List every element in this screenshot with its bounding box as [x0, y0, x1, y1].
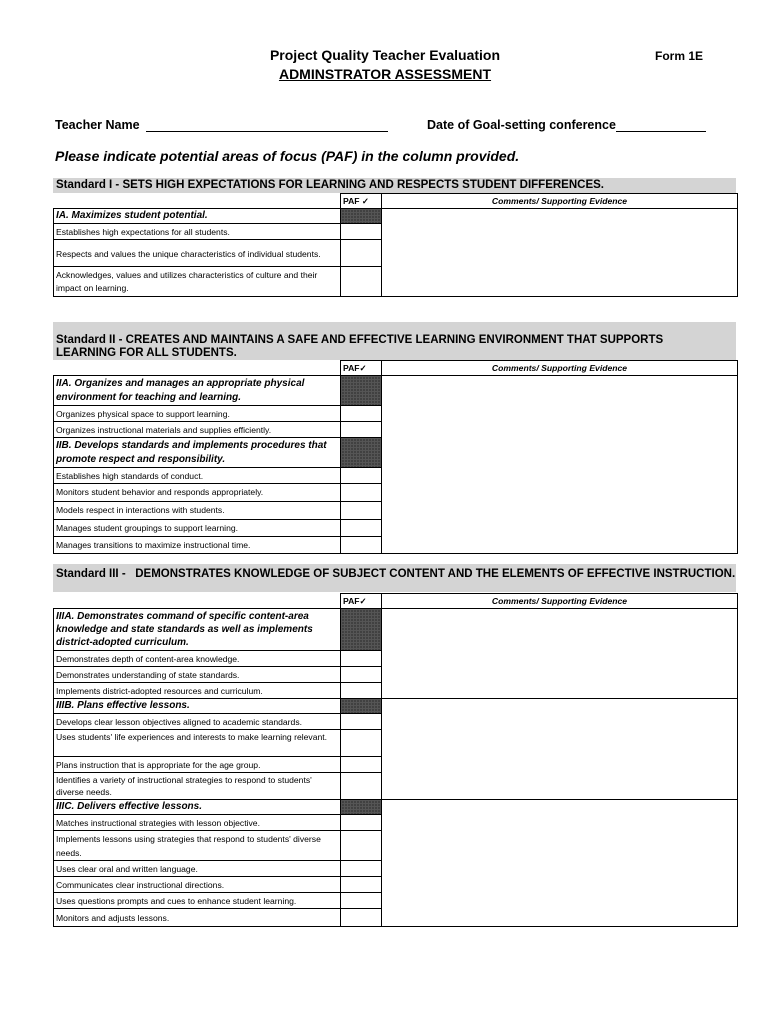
- paf-checkbox[interactable]: [341, 267, 382, 297]
- indicator-row: Models respect in interactions with students.: [54, 502, 341, 520]
- paf-checkbox[interactable]: [341, 484, 382, 502]
- paf-checkbox[interactable]: [341, 893, 382, 909]
- indicator-row: Uses clear oral and written language.: [54, 861, 341, 877]
- paf-cell-shaded: [341, 209, 382, 224]
- paf-checkbox[interactable]: [341, 730, 382, 757]
- date-field[interactable]: [616, 131, 706, 132]
- form-id: Form 1E: [655, 49, 704, 63]
- paf-checkbox[interactable]: [341, 468, 382, 484]
- paf-checkbox[interactable]: [341, 240, 382, 267]
- indicator-row: Uses questions prompts and cues to enhance student learning.: [54, 893, 341, 909]
- paf-checkbox[interactable]: [341, 815, 382, 831]
- indicator-row: Monitors student behavior and responds appropriately.: [54, 484, 341, 502]
- indicator-row: Acknowledges, values and utilizes characteristics of culture and their impact on learning.: [54, 267, 341, 297]
- paf-checkbox[interactable]: [341, 422, 382, 438]
- teacher-name-label: Teacher Name: [55, 118, 140, 132]
- paf-checkbox[interactable]: [341, 861, 382, 877]
- paf-checkbox[interactable]: [341, 537, 382, 554]
- paf-checkbox[interactable]: [341, 502, 382, 520]
- indicator-row: Manages student groupings to support learning.: [54, 520, 341, 537]
- paf-cell-shaded: [341, 699, 382, 714]
- standard-2-title: Standard II - CREATES AND MAINTAINS A SAFE AND EFFECTIVE LEARNING ENVIRONMENT THAT SUPPORTS LEARNING FOR ALL STUDENTS.: [56, 334, 664, 359]
- comments-header: Comments/ Supporting Evidence: [382, 361, 738, 376]
- paf-checkbox[interactable]: [341, 757, 382, 773]
- paf-checkbox[interactable]: [341, 877, 382, 893]
- indicator-row: Demonstrates depth of content-area knowledge.: [54, 651, 341, 667]
- paf-cell-shaded: [341, 438, 382, 468]
- indicator-heading: IIA. Organizes and manages an appropriate physical environment for teaching and learning.: [54, 376, 341, 406]
- teacher-name-field[interactable]: [146, 131, 388, 132]
- indicator-row: Organizes instructional materials and supplies efficiently.: [54, 422, 341, 438]
- paf-header: PAF✓: [341, 361, 382, 376]
- standard-1-title: Standard I - SETS HIGH EXPECTATIONS FOR LEARNING AND RESPECTS STUDENT DIFFERENCES.: [56, 179, 604, 191]
- indicator-row: Monitors and adjusts lessons.: [54, 909, 341, 927]
- indicator-heading: IA. Maximizes student potential.: [54, 209, 341, 224]
- indicator-row: Implements district-adopted resources and curriculum.: [54, 683, 341, 699]
- paf-checkbox[interactable]: [341, 714, 382, 730]
- indicator-heading: IIIB. Plans effective lessons.: [54, 699, 341, 714]
- indicator-row: Establishes high standards of conduct.: [54, 468, 341, 484]
- comments-box[interactable]: [382, 209, 738, 297]
- indicator-row: Establishes high expectations for all students.: [54, 224, 341, 240]
- indicator-heading: IIIC. Delivers effective lessons.: [54, 800, 341, 815]
- indicator-row: Organizes physical space to support learning.: [54, 406, 341, 422]
- indicator-row: Communicates clear instructional directions.: [54, 877, 341, 893]
- paf-cell-shaded: [341, 800, 382, 815]
- indicator-heading: IIB. Develops standards and implements procedures that promote respect and responsibility.: [54, 438, 341, 468]
- comments-box[interactable]: [382, 699, 738, 800]
- comments-box[interactable]: [382, 800, 738, 927]
- paf-header: PAF ✓: [341, 194, 382, 209]
- indicator-heading: IIIA. Demonstrates command of specific content-area knowledge and state standards as well as implements district-adopted curriculum.: [54, 609, 341, 651]
- standard-3-table: [53, 593, 738, 927]
- paf-checkbox[interactable]: [341, 773, 382, 800]
- comments-box[interactable]: [382, 609, 738, 699]
- paf-checkbox[interactable]: [341, 406, 382, 422]
- indicator-row: Matches instructional strategies with lesson objective.: [54, 815, 341, 831]
- paf-checkbox[interactable]: [341, 651, 382, 667]
- form-title: Project Quality Teacher Evaluation: [269, 47, 501, 63]
- comments-header: Comments/ Supporting Evidence: [382, 594, 738, 609]
- paf-checkbox[interactable]: [341, 909, 382, 927]
- comments-box[interactable]: [382, 376, 738, 554]
- paf-checkbox[interactable]: [341, 520, 382, 537]
- indicator-row: Demonstrates understanding of state standards.: [54, 667, 341, 683]
- paf-checkbox[interactable]: [341, 683, 382, 699]
- indicator-row: Identifies a variety of instructional strategies to respond to students' diverse needs.: [54, 773, 341, 800]
- indicator-row: Manages transitions to maximize instructional time.: [54, 537, 341, 554]
- standard-2-band: [53, 322, 736, 360]
- paf-checkbox[interactable]: [341, 224, 382, 240]
- indicator-row: Respects and values the unique characteristics of individual students.: [54, 240, 341, 267]
- indicator-row: Uses students' life experiences and interests to make learning relevant.: [54, 730, 341, 757]
- form-subtitle: ADMINSTRATOR ASSESSMENT: [278, 66, 492, 82]
- paf-checkbox[interactable]: [341, 831, 382, 861]
- paf-header: PAF✓: [341, 594, 382, 609]
- indicator-row: Plans instruction that is appropriate for the age group.: [54, 757, 341, 773]
- standard-1-band: [53, 178, 736, 193]
- paf-cell-shaded: [341, 376, 382, 406]
- standard-2-table: [53, 360, 738, 554]
- comments-header: Comments/ Supporting Evidence: [382, 194, 738, 209]
- instruction-text: Please indicate potential areas of focus (PAF) in the column provided.: [55, 148, 520, 164]
- date-label: Date of Goal-setting conference: [427, 118, 616, 132]
- indicator-row: Implements lessons using strategies that respond to students' diverse needs.: [54, 831, 341, 861]
- paf-checkbox[interactable]: [341, 667, 382, 683]
- paf-cell-shaded: [341, 609, 382, 651]
- standard-3-title: Standard III - DEMONSTRATES KNOWLEDGE OF SUBJECT CONTENT AND THE ELEMENTS OF EFFECTIVE INSTRUCTION.: [56, 568, 736, 580]
- indicator-row: Develops clear lesson objectives aligned to academic standards.: [54, 714, 341, 730]
- standard-3-band: [53, 564, 736, 592]
- standard-1-table: [53, 193, 738, 297]
